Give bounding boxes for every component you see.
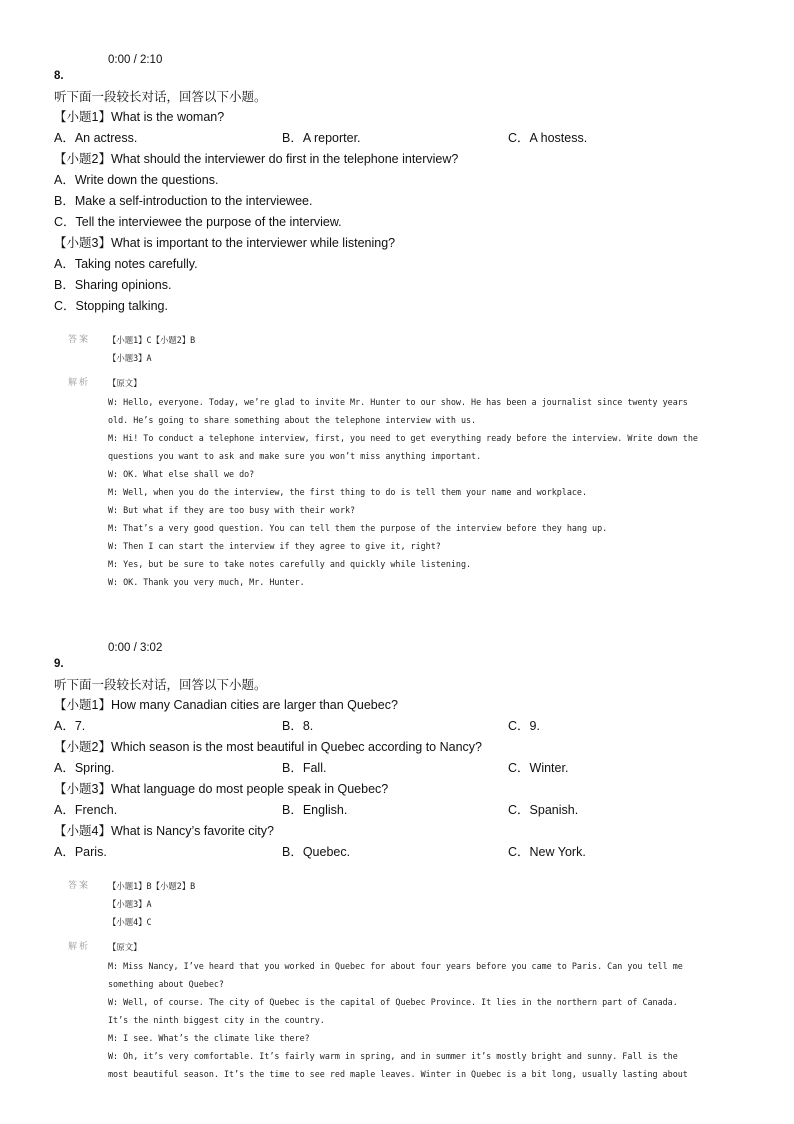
option-a: A．Paris.: [54, 845, 107, 859]
transcript-line: 【原文】: [108, 942, 142, 952]
answer-line: 【小题3】A: [108, 899, 152, 909]
option-b: B．Quebec.: [282, 845, 351, 859]
question-number: 8.: [54, 70, 64, 82]
transcript-line: 【原文】: [108, 378, 142, 388]
transcript-line: M: Miss Nancy, I’ve heard that you worked in Quebec for about four years before you came to Paris. Can you tell me: [108, 961, 683, 971]
option-b: B．English.: [282, 803, 348, 817]
option-a: A．Write down the questions.: [54, 173, 219, 187]
audio-player-time[interactable]: 0:00 / 2:10: [108, 54, 163, 66]
option-c: C．New York.: [508, 845, 586, 859]
option-c: C．A hostess.: [508, 131, 588, 145]
option-a: A．Spring.: [54, 761, 115, 775]
analysis-label: 解析: [68, 942, 91, 952]
transcript-line: M: Hi! To conduct a telephone interview, first, you need to get everything ready before the interview. Write down the: [108, 433, 698, 443]
option-c: C．Tell the interviewee the purpose of the interview.: [54, 215, 342, 229]
option-c: C．Spanish.: [508, 803, 579, 817]
option-c: C．9.: [508, 719, 540, 733]
question-intro: 听下面一段较长对话，回答以下小题。: [54, 678, 267, 692]
transcript-line: W: OK. Thank you very much, Mr. Hunter.: [108, 577, 305, 587]
transcript-line: W: Then I can start the interview if they agree to give it, right?: [108, 541, 441, 551]
sub-question-3: 【小题3】What language do most people speak in Quebec?: [54, 782, 389, 796]
transcript-line: M: Well, when you do the interview, the first thing to do is tell them your name and workplace.: [108, 487, 588, 497]
answer-line: 【小题4】C: [108, 917, 152, 927]
option-b: B．Sharing opinions.: [54, 278, 172, 292]
option-c: C．Stopping talking.: [54, 299, 168, 313]
transcript-line: M: I see. What’s the climate like there?: [108, 1033, 310, 1043]
sub-question-2: 【小题2】Which season is the most beautiful in Quebec according to Nancy?: [54, 740, 482, 754]
answer-line: 【小题1】B【小题2】B: [108, 881, 196, 891]
option-b: B．Fall.: [282, 761, 327, 775]
answer-line: 【小题1】C【小题2】B: [108, 335, 196, 345]
sub-question-1: 【小题1】What is the woman?: [54, 110, 225, 124]
transcript-line: M: That’s a very good question. You can tell them the purpose of the interview before they hang up.: [108, 523, 608, 533]
option-a: A．7.: [54, 719, 86, 733]
answer-label: 答案: [68, 881, 91, 891]
transcript-line: questions you want to ask and make sure you won’t miss anything important.: [108, 451, 482, 461]
transcript-line: It’s the ninth biggest city in the country.: [108, 1015, 325, 1025]
transcript-line: old. He’s going to share something about the telephone interview with us.: [108, 415, 477, 425]
transcript-line: something about Quebec?: [108, 979, 224, 989]
sub-question-3: 【小题3】What is important to the interviewer while listening?: [54, 236, 396, 250]
question-number: 9.: [54, 658, 64, 670]
option-a: A．Taking notes carefully.: [54, 257, 198, 271]
sub-question-2: 【小题2】What should the interviewer do first in the telephone interview?: [54, 152, 459, 166]
sub-question-4: 【小题4】What is Nancy’s favorite city?: [54, 824, 274, 838]
question-intro: 听下面一段较长对话，回答以下小题。: [54, 90, 267, 104]
answer-label: 答案: [68, 335, 91, 345]
answer-line: 【小题3】A: [108, 353, 152, 363]
transcript-line: W: Well, of course. The city of Quebec is the capital of Quebec Province. It lies in the northern part of Canada.: [108, 997, 678, 1007]
option-b: B．8.: [282, 719, 314, 733]
transcript-line: most beautiful season. It’s the time to see red maple leaves. Winter in Quebec is a bit long, usually lasting about: [108, 1069, 688, 1079]
analysis-label: 解析: [68, 378, 91, 388]
option-a: A．An actress.: [54, 131, 138, 145]
option-b: B．A reporter.: [282, 131, 361, 145]
option-c: C．Winter.: [508, 761, 569, 775]
transcript-line: W: Hello, everyone. Today, we’re glad to invite Mr. Hunter to our show. He has been a journalist since twenty years: [108, 397, 688, 407]
transcript-line: W: But what if they are too busy with their work?: [108, 505, 356, 515]
audio-player-time[interactable]: 0:00 / 3:02: [108, 642, 163, 654]
sub-question-1: 【小题1】How many Canadian cities are larger than Quebec?: [54, 698, 398, 712]
option-a: A．French.: [54, 803, 118, 817]
transcript-line: W: OK. What else shall we do?: [108, 469, 255, 479]
option-b: B．Make a self-introduction to the interviewee.: [54, 194, 313, 208]
transcript-line: W: Oh, it’s very comfortable. It’s fairly warm in spring, and in summer it’s mostly bright and sunny. Fall is the: [108, 1051, 678, 1061]
transcript-line: M: Yes, but be sure to take notes carefully and quickly while listening.: [108, 559, 472, 569]
